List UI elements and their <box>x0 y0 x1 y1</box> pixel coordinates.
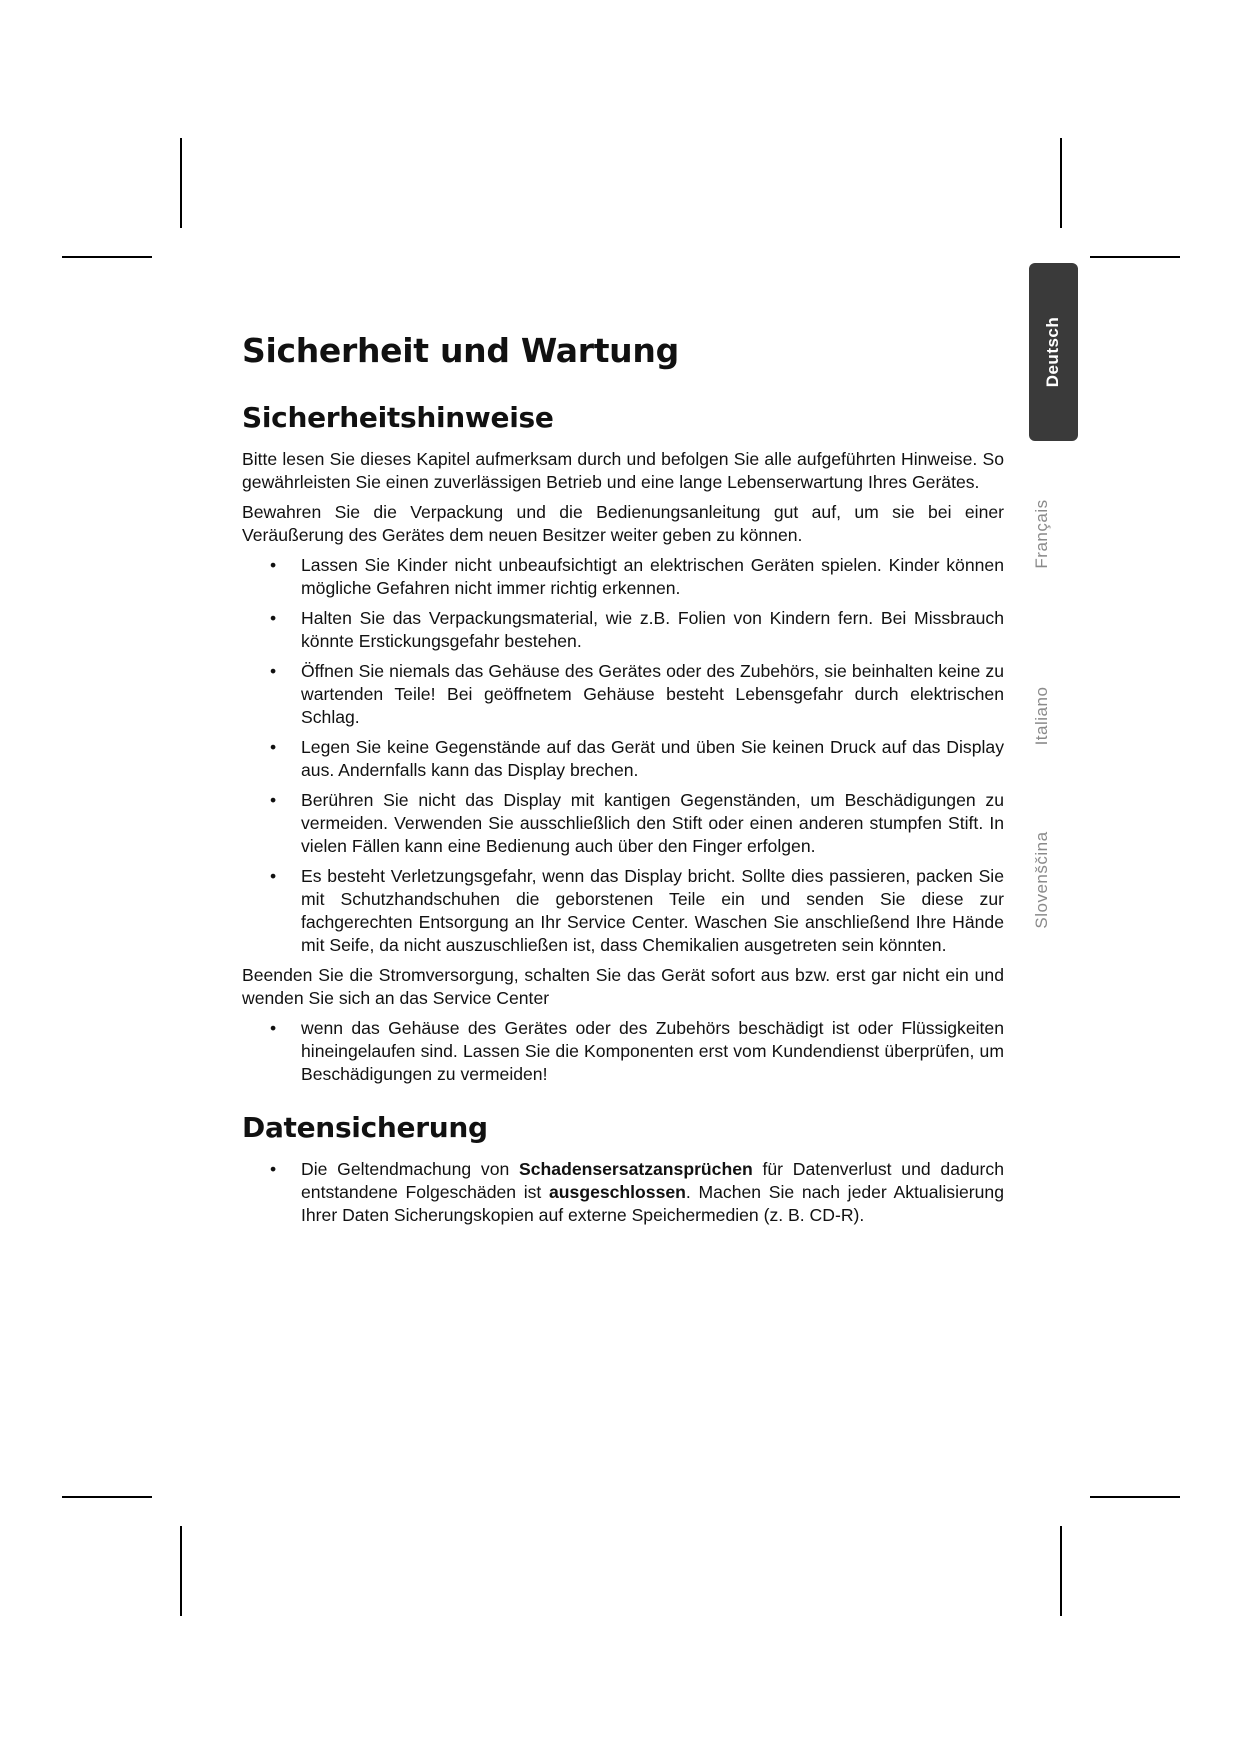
list-item <box>242 607 1004 653</box>
crop-mark <box>1060 1526 1062 1616</box>
list-item-text-part: . Machen Sie nach jeder Aktualisierung Ihrer Daten Sicherungskopien auf externe Speichermedien (z. B. CD-R). <box>301 1182 1004 1225</box>
paragraph: Bitte lesen Sie dieses Kapitel aufmerksam durch und befolgen Sie alle aufgeführten Hinweise. So gewährleisten Sie einen zuverlässigen Betrieb und eine lange Lebenserwartung Ihres Gerätes. <box>242 449 1004 492</box>
list-item <box>242 789 1004 858</box>
list-item-text: Legen Sie keine Gegenstände auf das Gerät und üben Sie keinen Druck auf das Display aus. Andernfalls kann das Display brechen. <box>301 737 1004 780</box>
crop-mark <box>1090 1496 1180 1498</box>
list-item <box>242 554 1004 600</box>
crop-mark <box>1060 138 1062 228</box>
bullet-icon: • <box>270 790 277 810</box>
list-item-text-part: für Datenverlust und dadurch entstandene Folgeschäden ist <box>301 1159 1004 1202</box>
section-heading-safety: Sicherheitshinweise <box>242 401 554 434</box>
list-item-text: Es besteht Verletzungsgefahr, wenn das Display bricht. Sollte dies passieren, packen Sie mit Schutzhandschuhen die geborstenen Teile ein und senden Sie diese zur fachgerechten Entsorgung an Ihr Service Center. Waschen Sie anschließend Ihre Hände mit Seife, da nicht auszuschließen ist, dass Chemikalien ausgetreten sein könnten. <box>301 866 1004 955</box>
list-item-text-part: Die Geltendmachung von <box>301 1159 520 1179</box>
paragraph: Bewahren Sie die Verpackung und die Bedienungsanleitung gut auf, um sie bei einer Veräußerung des Gerätes dem neuen Besitzer weiter geben zu können. <box>242 502 1004 545</box>
list-item-text: Berühren Sie nicht das Display mit kantigen Gegenständen, um Beschädigungen zu vermeiden. Verwenden Sie ausschließlich den Stift oder einen anderen stumpfen Stift. In vielen Fällen kann eine Bedienung auch über den Finger erfolgen. <box>301 790 1004 856</box>
list-item-text: Halten Sie das Verpackungsmaterial, wie z.B. Folien von Kindern fern. Bei Missbrauch könnte Erstickungsgefahr bestehen. <box>301 608 1004 651</box>
crop-mark <box>1090 256 1180 258</box>
bullet-list <box>242 554 1004 957</box>
emphasis-text: Schadensersatzansprüchen <box>519 1159 753 1179</box>
crop-mark <box>62 1496 152 1498</box>
main-content <box>242 330 1004 1234</box>
bullet-icon: • <box>270 608 277 628</box>
list-item-text: wenn das Gehäuse des Gerätes oder des Zubehörs beschädigt ist oder Flüssigkeiten hineingelaufen sind. Lassen Sie die Komponenten erst vom Kundendienst überprüfen, um Beschädigungen zu vermeiden! <box>301 1018 1004 1084</box>
list-item <box>242 736 1004 782</box>
language-tab-francais[interactable]: Français <box>1032 499 1051 569</box>
language-tab-slovenscina[interactable]: Slovenščina <box>1032 831 1051 929</box>
crop-mark <box>180 1526 182 1616</box>
bullet-icon: • <box>270 866 277 886</box>
list-item <box>242 865 1004 957</box>
section-heading-backup: Datensicherung <box>242 1111 488 1144</box>
crop-mark <box>180 138 182 228</box>
paragraph: Beenden Sie die Stromversorgung, schalten Sie das Gerät sofort aus bzw. erst gar nicht ein und wenden Sie sich an das Service Center <box>242 965 1004 1008</box>
bullet-icon: • <box>270 661 277 681</box>
list-item-text: Lassen Sie Kinder nicht unbeaufsichtigt an elektrischen Geräten spielen. Kinder können mögliche Gefahren nicht immer richtig erkennen. <box>301 555 1004 598</box>
language-tab-label-deutsch: Deutsch <box>1043 316 1062 388</box>
bullet-icon: • <box>270 555 277 575</box>
crop-mark <box>62 256 152 258</box>
list-item <box>242 1158 1004 1227</box>
list-item <box>242 1017 1004 1086</box>
page-title: Sicherheit und Wartung <box>242 331 679 370</box>
list-item <box>242 660 1004 729</box>
language-tab-italiano[interactable]: Italiano <box>1032 686 1051 746</box>
list-item-text: Öffnen Sie niemals das Gehäuse des Gerätes oder des Zubehörs, sie beinhalten keine zu wartenden Teile! Bei geöffnetem Gehäuse besteht Lebensgefahr durch elektrischen Schlag. <box>301 661 1004 727</box>
bullet-list <box>242 1158 1004 1227</box>
bullet-icon: • <box>270 737 277 757</box>
bullet-icon: • <box>270 1159 277 1179</box>
bullet-list <box>242 1017 1004 1086</box>
emphasis-text: ausgeschlossen <box>549 1182 686 1202</box>
bullet-icon: • <box>270 1018 277 1038</box>
